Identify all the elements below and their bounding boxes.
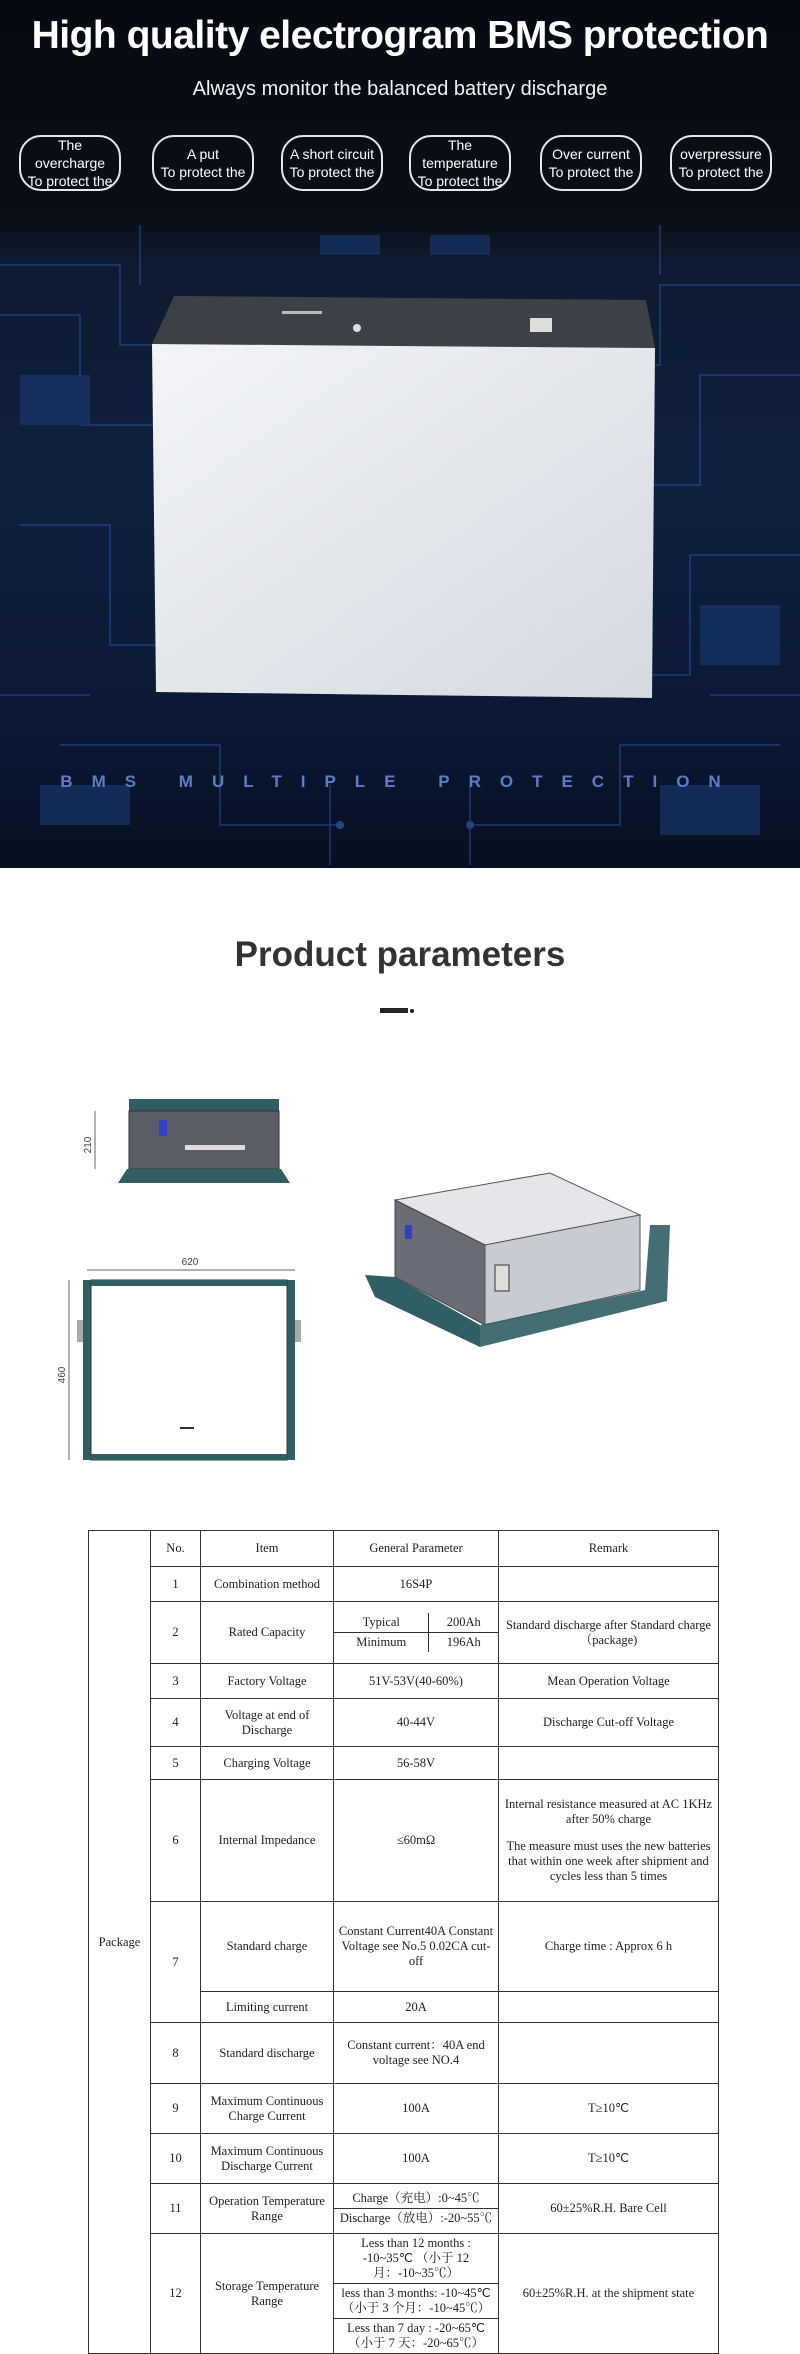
row-param: 56-58V bbox=[334, 1747, 499, 1780]
section-title: Product parameters bbox=[234, 935, 566, 974]
table-row bbox=[89, 1747, 719, 1780]
feature-badge-put bbox=[152, 135, 254, 191]
typical-label: Typical bbox=[362, 1615, 400, 1629]
row-no: 1 bbox=[151, 1567, 201, 1602]
feature-line2: To protect the bbox=[27, 173, 113, 189]
row-no: 2 bbox=[151, 1602, 201, 1664]
feature-badge-temperature bbox=[409, 135, 511, 191]
row-item: Rated Capacity bbox=[201, 1602, 334, 1664]
row-no: 10 bbox=[151, 2134, 201, 2184]
row-item: Standard discharge bbox=[201, 2023, 334, 2084]
front-view-drawing bbox=[83, 1099, 290, 1183]
table-row bbox=[89, 2184, 719, 2234]
table-row bbox=[89, 2084, 719, 2134]
row-remark bbox=[499, 1992, 719, 2023]
row-param: 100A bbox=[334, 2084, 499, 2134]
table-row bbox=[89, 2134, 719, 2184]
row-item: Internal Impedance bbox=[201, 1780, 334, 1902]
row-item: Storage Temperature Range bbox=[201, 2234, 334, 2354]
feature-line2: To protect the bbox=[160, 164, 246, 180]
row-no: 11 bbox=[151, 2184, 201, 2234]
operation-temp-subtable bbox=[334, 2184, 499, 2234]
header-param: General Parameter bbox=[334, 1531, 499, 1567]
row-item: Limiting current bbox=[201, 1992, 334, 2023]
row-param: Constant Current40A Constant Voltage see No.5 0.02CA cut-off bbox=[334, 1902, 499, 1992]
storage-12-months: Less than 12 months : -10~35℃ （小于 12 月：-10~35℃） bbox=[361, 2236, 471, 2280]
hero-title: High quality electrogram BMS protection bbox=[31, 14, 769, 57]
row-no: 9 bbox=[151, 2084, 201, 2134]
row-remark: Discharge Cut-off Voltage bbox=[499, 1699, 719, 1747]
row-remark: 60±25%R.H. at the shipment state bbox=[499, 2234, 719, 2354]
depth-dimension-label: 460 bbox=[57, 1366, 68, 1384]
feature-line2: To protect the bbox=[289, 164, 375, 180]
row-param: 40-44V bbox=[334, 1699, 499, 1747]
storage-7-days: Less than 7 day : -20~65℃ （小于 7 天：-20~65℃） bbox=[334, 2319, 498, 2354]
row-remark bbox=[499, 2023, 719, 2084]
row-item: Voltage at end of Discharge bbox=[201, 1699, 334, 1747]
header-no: No. bbox=[151, 1531, 201, 1567]
title-underline bbox=[380, 1008, 408, 1013]
feature-badge-overcharge bbox=[19, 135, 121, 191]
title-underline-dot bbox=[410, 1009, 414, 1013]
charge-temp: Charge（充电）:0~45℃ bbox=[352, 2191, 480, 2205]
row-no: 8 bbox=[151, 2023, 201, 2084]
row-param: 20A bbox=[334, 1992, 499, 2023]
isometric-view-drawing bbox=[365, 1173, 670, 1347]
package-group-label: Package bbox=[89, 1531, 151, 2354]
row-remark bbox=[499, 1567, 719, 1602]
dimension-drawings bbox=[57, 1085, 725, 1475]
row-item: Factory Voltage bbox=[201, 1664, 334, 1699]
table-row bbox=[89, 2023, 719, 2084]
row-no: 3 bbox=[151, 1664, 201, 1699]
row-item: Maximum Continuous Discharge Current bbox=[201, 2134, 334, 2184]
height-dimension-label: 210 bbox=[83, 1136, 94, 1154]
feature-line1: A put bbox=[187, 146, 219, 162]
minimum-value: 196Ah bbox=[429, 1633, 498, 1653]
row-item: Combination method bbox=[201, 1567, 334, 1602]
capacity-subtable bbox=[334, 1602, 499, 1664]
row-no: 4 bbox=[151, 1699, 201, 1747]
typical-value: 200Ah bbox=[429, 1613, 498, 1633]
feature-line1: The overcharge bbox=[34, 137, 106, 171]
hero-banner bbox=[0, 0, 800, 868]
row-no: 5 bbox=[151, 1747, 201, 1780]
row-remark: T≥10℃ bbox=[499, 2084, 719, 2134]
row-remark: 60±25%R.H. Bare Cell bbox=[499, 2184, 719, 2234]
row-no: 12 bbox=[151, 2234, 201, 2354]
battery-image bbox=[152, 296, 657, 696]
header-remark: Remark bbox=[499, 1531, 719, 1567]
remark-line: Internal resistance measured at AC 1KHz after 50% charge bbox=[504, 1797, 713, 1826]
feature-badge-overpressure bbox=[670, 135, 772, 191]
feature-line1: The temperature bbox=[422, 137, 498, 171]
row-no: 6 bbox=[151, 1780, 201, 1902]
feature-badge-over-current bbox=[540, 135, 642, 191]
bms-multiple-protection-text: BMS MULTIPLE PROTECTION bbox=[60, 772, 740, 791]
top-view-drawing bbox=[57, 1257, 301, 1460]
width-dimension-label: 620 bbox=[181, 1257, 199, 1268]
row-param: 51V-53V(40-60%) bbox=[334, 1664, 499, 1699]
row-remark: Mean Operation Voltage bbox=[499, 1664, 719, 1699]
storage-temp-subtable bbox=[334, 2234, 499, 2354]
row-item: Maximum Continuous Charge Current bbox=[201, 2084, 334, 2134]
spec-table bbox=[88, 1530, 719, 2354]
hero-subtitle: Always monitor the balanced battery discharge bbox=[192, 78, 608, 100]
row-remark: Standard discharge after Standard charge（package) bbox=[499, 1602, 719, 1664]
row-param: ≤60mΩ bbox=[334, 1780, 499, 1902]
table-row bbox=[89, 1602, 719, 1664]
feature-line2: To protect the bbox=[678, 164, 764, 180]
discharge-temp: Discharge（放电）:-20~55℃ bbox=[334, 2209, 498, 2229]
row-remark: Charge time : Approx 6 h bbox=[499, 1902, 719, 1992]
row-item: Standard charge bbox=[201, 1902, 334, 1992]
feature-line1: Over current bbox=[552, 146, 630, 162]
row-item: Operation Temperature Range bbox=[201, 2184, 334, 2234]
feature-line1: overpressure bbox=[680, 146, 762, 162]
feature-line2: To protect the bbox=[548, 164, 634, 180]
remark-line: The measure must uses the new batteries that within one week after shipment and cycles less than 5 times bbox=[506, 1839, 711, 1883]
table-row bbox=[89, 1699, 719, 1747]
table-row bbox=[89, 1567, 719, 1602]
table-row bbox=[89, 1780, 719, 1902]
row-remark bbox=[499, 1747, 719, 1780]
table-row bbox=[89, 1902, 719, 1992]
feature-line1: A short circuit bbox=[289, 146, 375, 162]
row-no: 7 bbox=[151, 1902, 201, 2023]
table-header-row bbox=[89, 1531, 719, 1567]
table-row bbox=[89, 2234, 719, 2354]
row-remark: T≥10℃ bbox=[499, 2134, 719, 2184]
row-param: Constant current：40A end voltage see NO.4 bbox=[334, 2023, 499, 2084]
feature-badge-short-circuit bbox=[281, 135, 383, 191]
header-item: Item bbox=[201, 1531, 334, 1567]
storage-3-months: less than 3 months: -10~45℃ （小于 3 个月：-10~45℃） bbox=[334, 2284, 498, 2319]
feature-line2: To protect the bbox=[417, 173, 503, 189]
minimum-label: Minimum bbox=[334, 1633, 429, 1653]
row-item: Charging Voltage bbox=[201, 1747, 334, 1780]
row-param: 100A bbox=[334, 2134, 499, 2184]
table-row bbox=[89, 1664, 719, 1699]
row-param: 16S4P bbox=[334, 1567, 499, 1602]
row-remark bbox=[499, 1780, 719, 1902]
